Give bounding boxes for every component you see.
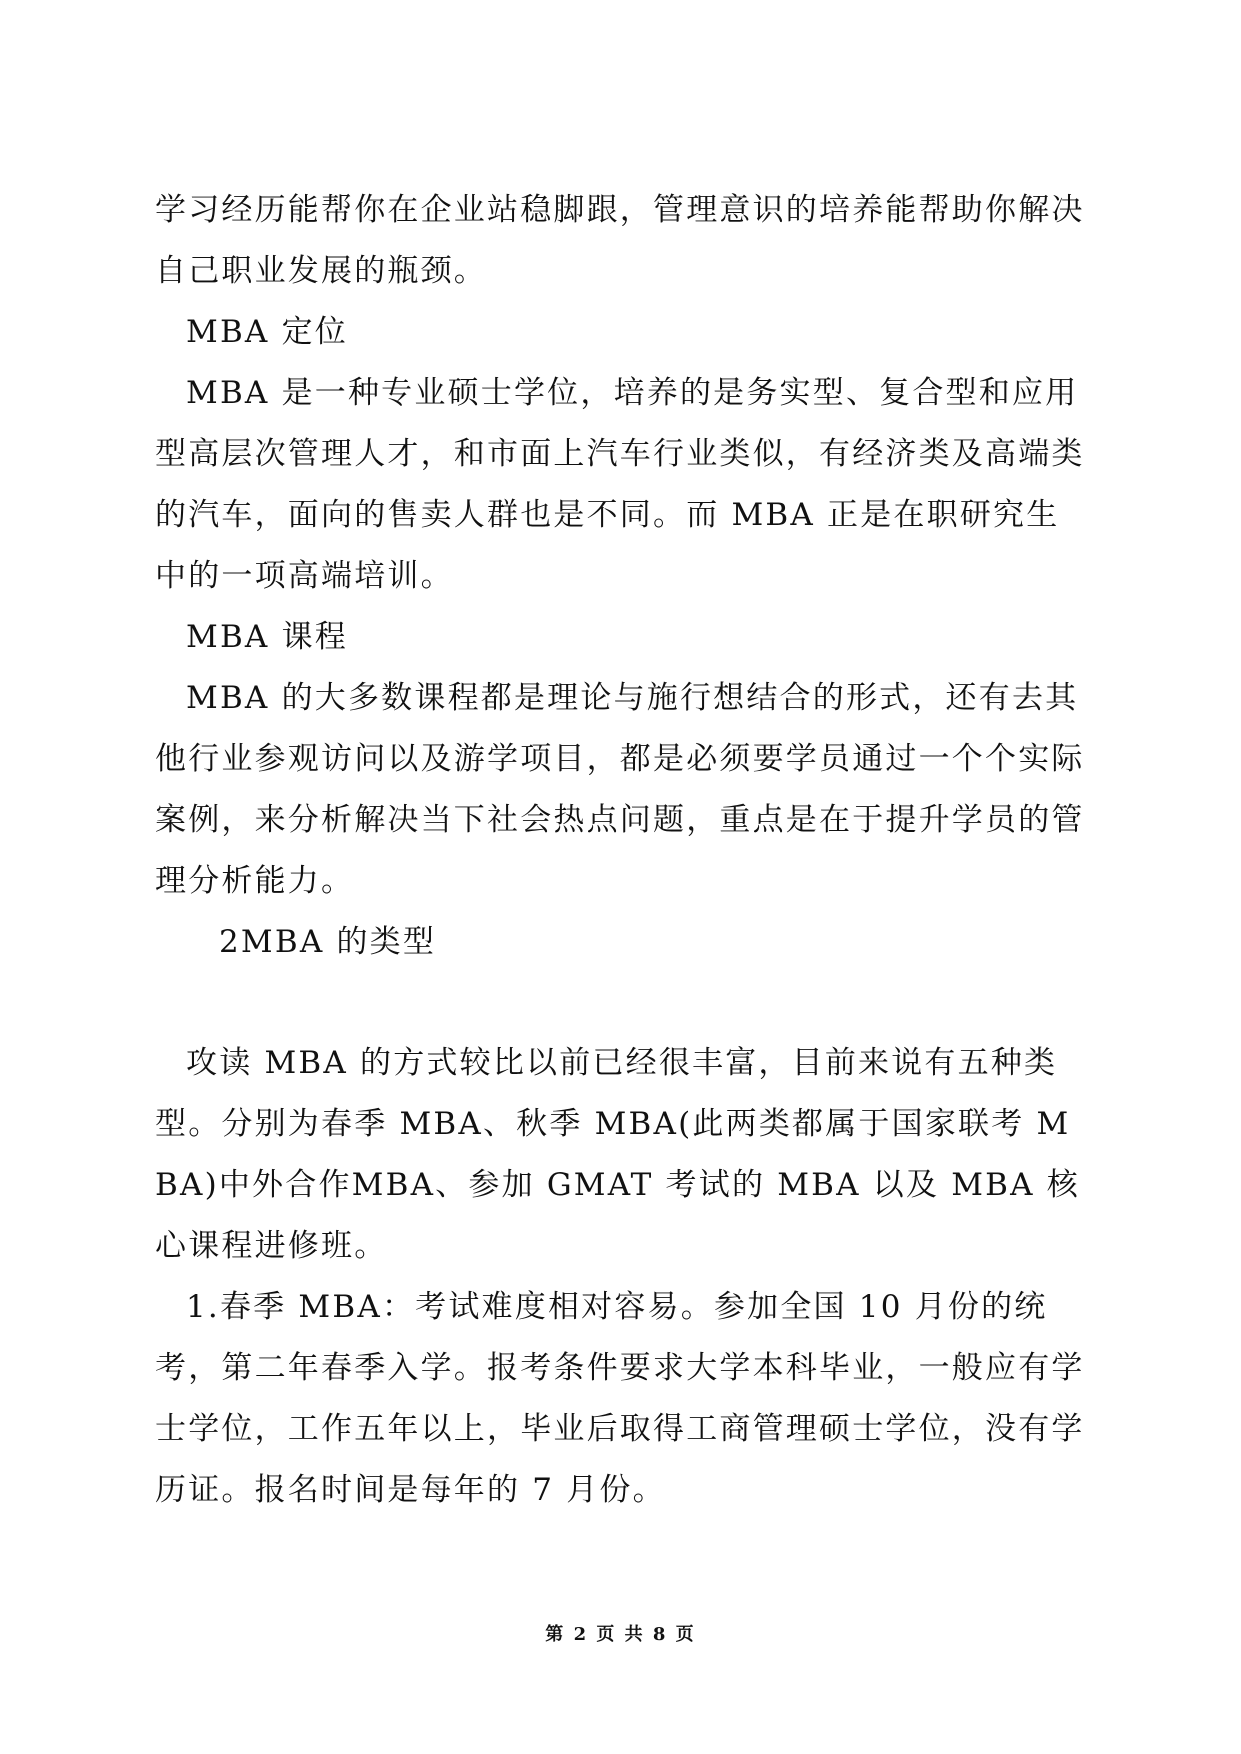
section-heading-mba-courses: MBA 课程 [186,619,348,655]
paragraph-mba-positioning: MBA 是一种专业硕士学位，培养的是务实型、复合型和应用型高层次管理人才，和市面上汽车行业类似，有经济类及高端类的汽车，面向的售卖人群也是不同。而 MBA 正是在职研究生中的一项高端培训。 [155,375,1085,594]
paragraph-mba-courses: MBA 的大多数课程都是理论与施行想结合的形式，还有去其他行业参观访问以及游学项目，都是必须要学员通过一个个实际案例，来分析解决当下社会热点问题，重点是在于提升学员的管理分析能力。 [155,680,1085,899]
document-body [155,180,1090,1521]
section-heading-mba-types: 2MBA 的类型 [219,924,437,960]
section-heading-mba-positioning: MBA 定位 [186,314,348,350]
paragraph-spring-mba: 1.春季 MBA：考试难度相对容易。参加全国 10 月份的统考，第二年春季入学。报考条件要求大学本科毕业，一般应有学士学位，工作五年以上，毕业后取得工商管理硕士学位，没有学历证。报名时间是每年的 7 月份。 [155,1289,1085,1508]
paragraph-mba-types: 攻读 MBA 的方式较比以前已经很丰富，目前来说有五种类型。分别为春季 MBA、秋季 MBA(此两类都属于国家联考 MBA)中外合作MBA、参加 GMAT 考试的 MBA 以及 MBA 核心课程进修班。 [155,1045,1080,1264]
paragraph-intro-continuation: 学习经历能帮你在企业站稳脚跟，管理意识的培养能帮助你解决自己职业发展的瓶颈。 [155,192,1085,289]
page-number-footer: 第 2 页 共 8 页 [545,1624,696,1645]
